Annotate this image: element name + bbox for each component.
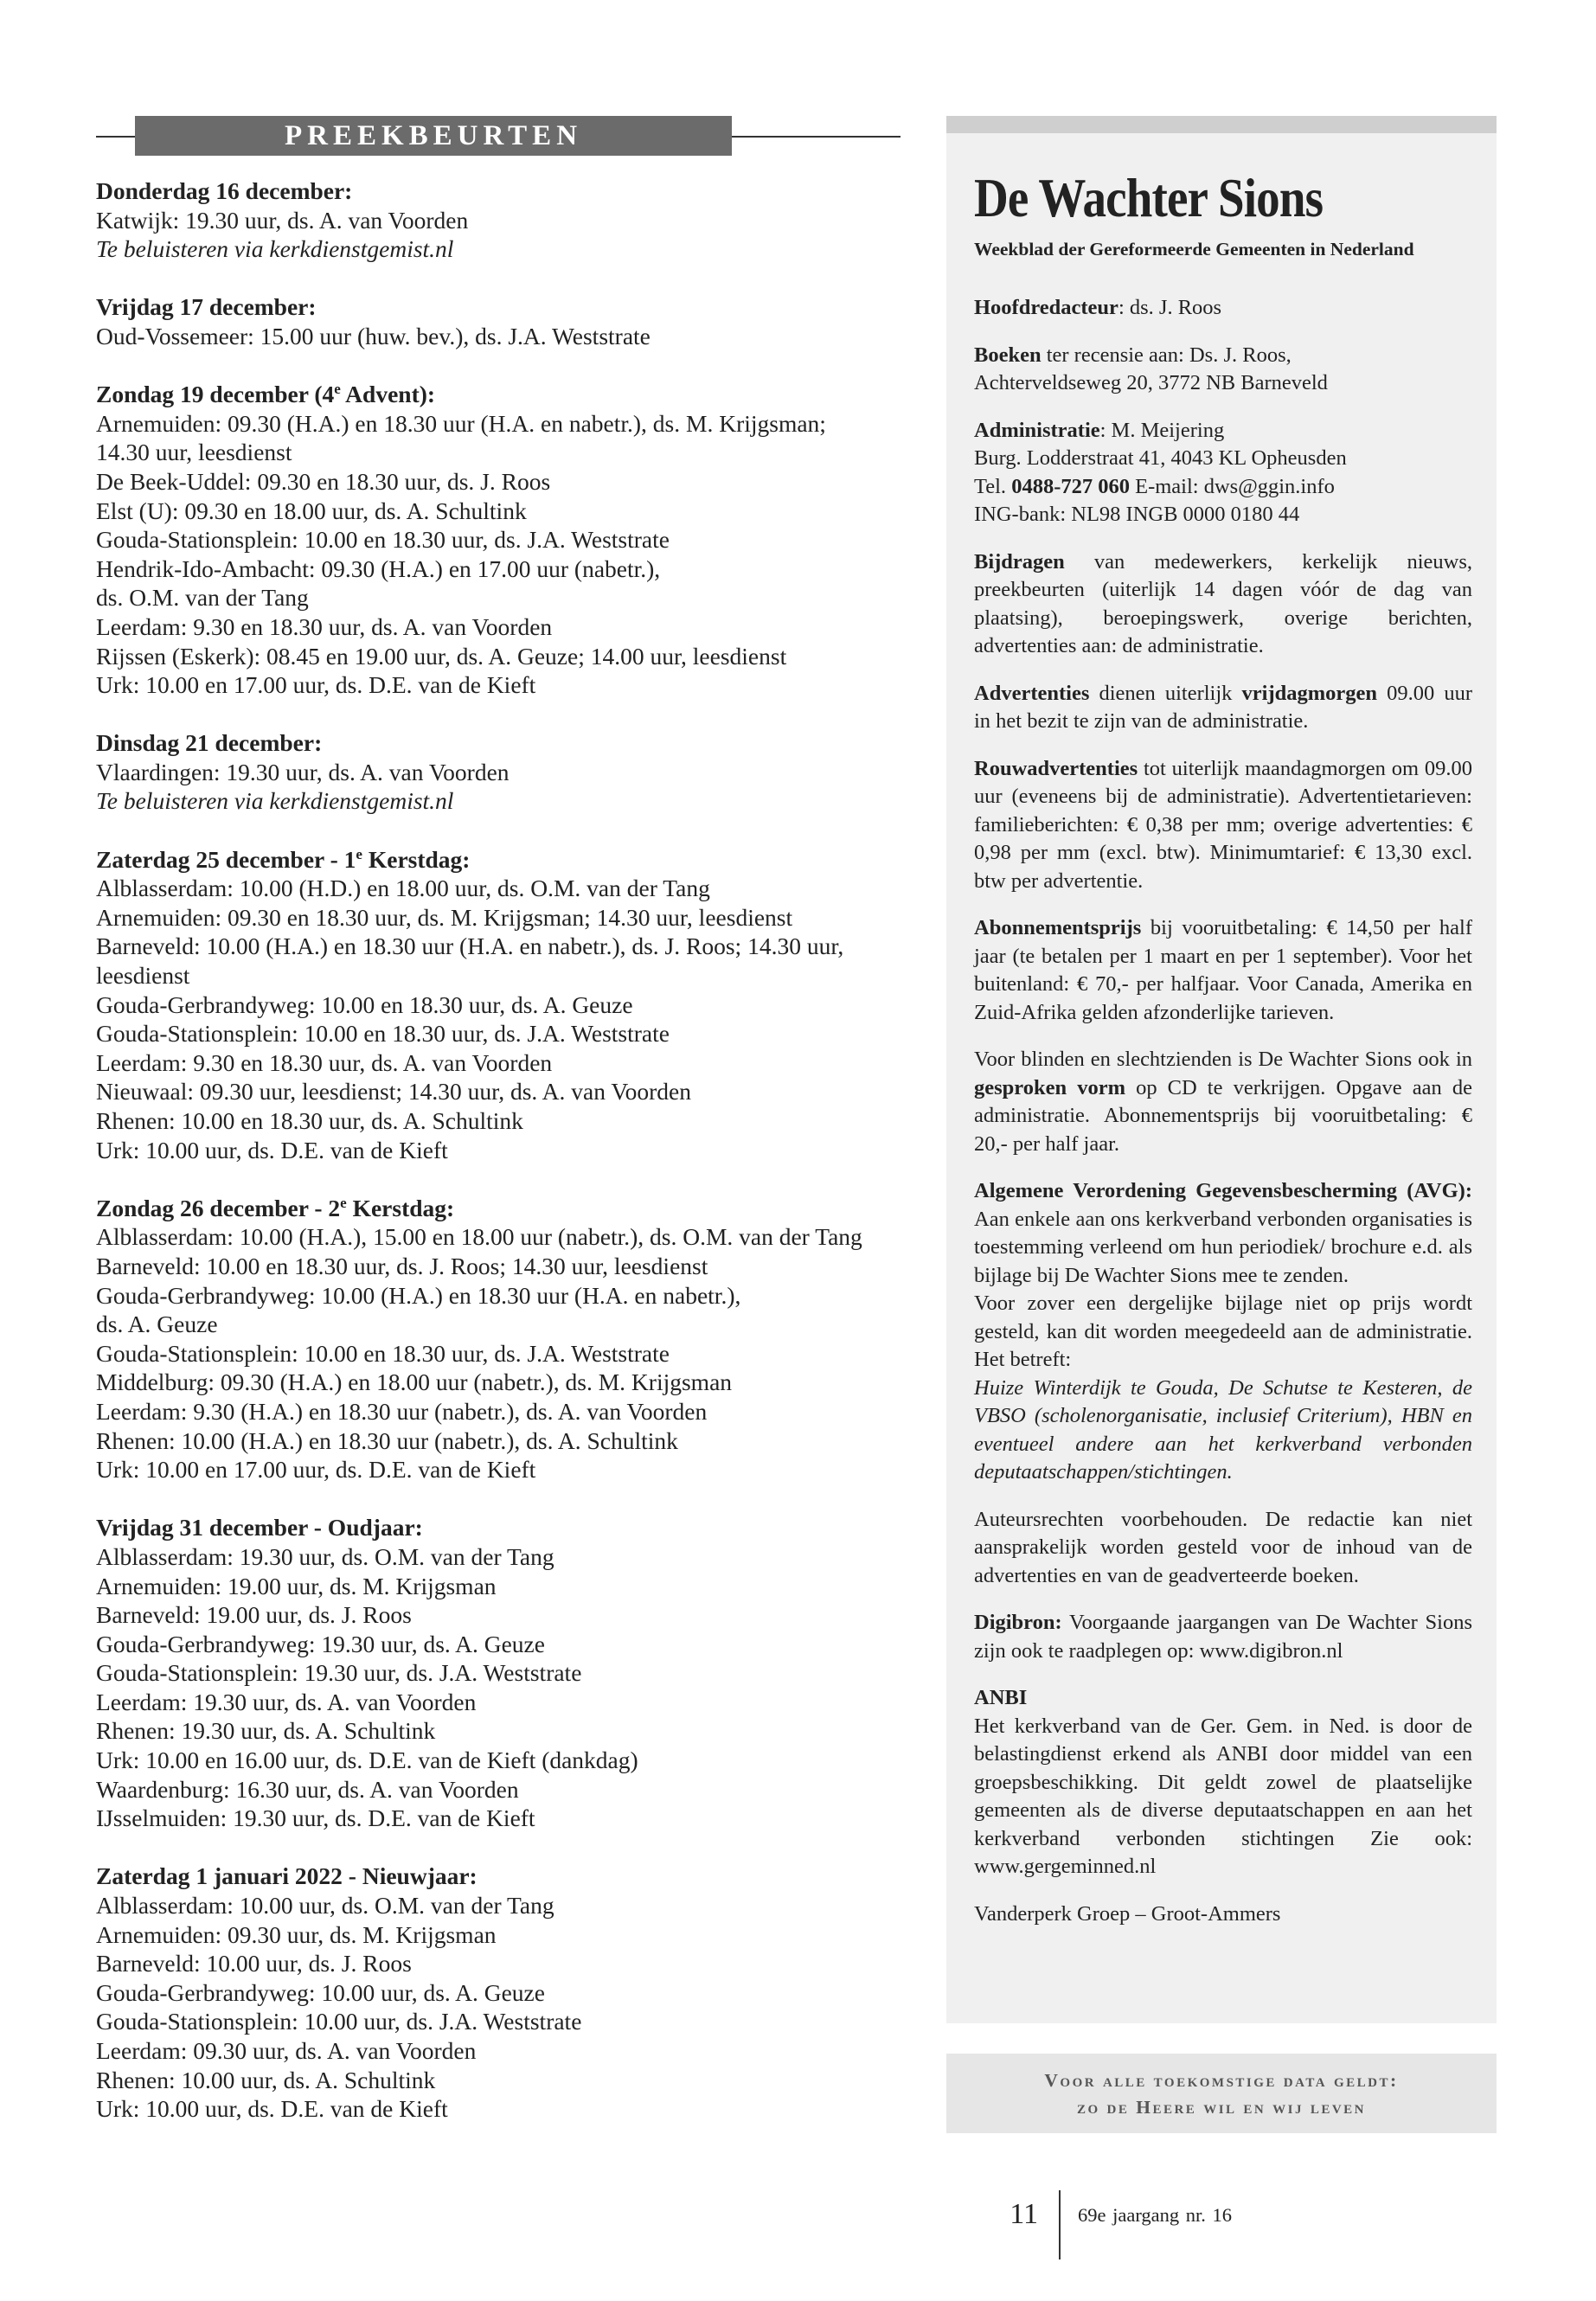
masthead-subtitle: Weekblad der Gereformeerde Gemeenten in Nederland: [974, 239, 1414, 260]
service-entry: Gouda-Gerbrandyweg: 10.00 uur, ds. A. Geuze: [96, 1978, 545, 2006]
service-entry: Alblasserdam: 10.00 (H.D.) en 18.00 uur, ds. O.M. van der Tang: [96, 875, 710, 902]
colophon-printer: Vanderperk Groep – Groot-Ammers: [974, 1901, 1281, 1926]
schedule-list: [96, 176, 901, 2124]
day-title: Zaterdag 1 januari 2022 - Nieuwjaar:: [96, 1862, 478, 1890]
service-entry: Alblasserdam: 10.00 uur, ds. O.M. van der Tang: [96, 1892, 554, 1920]
service-entry: Leerdam: 9.30 en 18.30 uur, ds. A. van Voorden: [96, 612, 553, 640]
colophon-advertenties: Advertenties dienen uiterlijk vrijdagmorgen 09.00 uur in het bezit te zijn van de administratie.: [974, 681, 1472, 733]
service-entry: De Beek-Uddel: 09.30 en 18.30 uur, ds. J. Roos: [96, 467, 551, 495]
footer-divider: [1059, 2190, 1061, 2259]
service-entry: Oud-Vossemeer: 15.00 uur (huw. bev.), ds. J.A. Weststrate: [96, 322, 651, 349]
colophon-digibron: Digibron: Voorgaande jaargangen van De Wachter Sions zijn ook te raadplegen op: www.digibron.nl: [974, 1611, 1472, 1663]
day-title: Zaterdag 25 december - 1e Kerstdag:: [96, 845, 471, 873]
service-entry: Alblasserdam: 19.30 uur, ds. O.M. van der Tang: [96, 1542, 554, 1570]
colophon-boeken: Boeken ter recensie aan: Ds. J. Roos, Achterveldseweg 20, 3772 NB Barneveld: [974, 343, 1328, 394]
service-entry: Arnemuiden: 09.30 en 18.30 uur, ds. M. Krijgsman; 14.30 uur, leesdienst: [96, 903, 793, 931]
colophon-auteursrechten: Auteursrechten voorbehouden. De redactie kan niet aansprakelijk worden gesteld voor de inhoud van de advertenties en van de geadverteerde boeken.: [974, 1507, 1472, 1587]
motto-line-2: zo de Heere wil en wij leven: [1076, 2097, 1367, 2118]
service-entry: Elst (U): 09.30 en 18.00 uur, ds. A. Schultink: [96, 497, 527, 524]
colophon-administratie: Administratie: M. Meijering Burg. Lodderstraat 41, 4043 KL Opheusden Tel. 0488-727 060 E-mail: dws@ggin.info ING-bank: NL98 INGB 0000 0180 44: [974, 418, 1347, 526]
preekbeurten-column: [96, 116, 901, 2152]
day-title: Zondag 19 december (4e Advent):: [96, 381, 436, 408]
masthead: De Wachter Sions: [974, 167, 1324, 228]
day-title: Zondag 26 december - 2e Kerstdag:: [96, 1194, 455, 1221]
colophon-avg: Algemene Verordening Gegevensbescherming (AVG): Aan enkele aan ons kerkverband verbonden organisaties is toestemming verleend om hun periodiek/ brochure e.d. als bijlage bij De Wachter Sions mee te zenden. Voor zover een dergelijke bijlage niet op prijs wordt gesteld, kan dit worden meegedeeld aan de administratie. Het betreft:: [974, 1179, 1472, 1371]
service-entry: IJsselmuiden: 19.30 uur, ds. D.E. van de Kieft: [96, 1804, 535, 1832]
colophon-hoofdredacteur: Hoofdredacteur: ds. J. Roos: [974, 296, 1222, 319]
service-entry: Barneveld: 19.00 uur, ds. J. Roos: [96, 1601, 412, 1629]
header-rule-right: [732, 136, 901, 138]
page-number: 11: [1010, 2198, 1038, 2230]
colophon-anbi: ANBI Het kerkverband van de Ger. Gem. in Ned. is door de belastingdienst erkend als ANBI door middel van een groepsbeschikking. Dit geldt zowel de plaatselijke gemeenten als de diverse deputaatschappen en aan het kerkverband verbonden stichtingen Zie ook: www.gergeminned.nl: [974, 1686, 1472, 1878]
service-entry: Arnemuiden: 09.30 uur, ds. M. Krijgsman: [96, 1920, 497, 1948]
service-entry: Barneveld: 10.00 (H.A.) en 18.30 uur (H.A. en nabetr.), ds. J. Roos; 14.30 uur,: [96, 933, 844, 960]
service-entry: Arnemuiden: 19.00 uur, ds. M. Krijgsman: [96, 1572, 497, 1599]
day-title: Vrijdag 31 december - Oudjaar:: [96, 1514, 423, 1541]
service-entry: Leerdam: 09.30 uur, ds. A. van Voorden: [96, 2037, 477, 2064]
service-entry: Rhenen: 10.00 uur, ds. A. Schultink: [96, 2066, 436, 2093]
service-entry: Vlaardingen: 19.30 uur, ds. A. van Voorden: [96, 758, 510, 785]
motto-line-1: Voor alle toekomstige data geldt:: [1044, 2070, 1399, 2091]
service-entry: Alblasserdam: 10.00 (H.A.), 15.00 en 18.00 uur (nabetr.), ds. O.M. van der Tang: [96, 1223, 862, 1251]
service-entry: Rhenen: 10.00 en 18.30 uur, ds. A. Schultink: [96, 1107, 523, 1134]
day-title: Vrijdag 17 december:: [96, 293, 317, 321]
service-entry: Gouda-Gerbrandyweg: 10.00 (H.A.) en 18.30 uur (H.A. en nabetr.),: [96, 1281, 741, 1309]
colophon-abonnementsprijs: Abonnementsprijs bij vooruitbetaling: € 14,50 per half jaar (te betalen per 1 maart en per 1 september). Voor het buitenland: € 70,- per halfjaar. Voor Canada, Amerika en Zuid-Afrika gelden afzonderlijke tarieven.: [974, 916, 1472, 1024]
schedule-day: [96, 176, 901, 264]
service-entry: Arnemuiden: 09.30 (H.A.) en 18.30 uur (H.A. en nabetr.), ds. M. Krijgsman;: [96, 409, 826, 437]
schedule-day: [96, 845, 901, 1165]
motto-box: [946, 2054, 1497, 2133]
service-entry: ds. O.M. van der Tang: [96, 584, 309, 612]
service-entry: Middelburg: 09.30 (H.A.) en 18.00 uur (nabetr.), ds. M. Krijgsman: [96, 1368, 733, 1396]
service-entry: Gouda-Stationsplein: 19.30 uur, ds. J.A. Weststrate: [96, 1659, 582, 1687]
stream-note: Te beluisteren via kerkdienstgemist.nl: [96, 235, 454, 263]
schedule-day: [96, 292, 901, 350]
colophon-text: [974, 294, 1472, 1928]
colophon-blinden: Voor blinden en slechtzienden is De Wachter Sions ook in gesproken vorm op CD te verkrijgen. Opgave aan de administratie. Abonnementsprijs bij vooruitbetaling: € 20,- per half jaar.: [974, 1048, 1473, 1156]
service-entry: Hendrik-Ido-Ambacht: 09.30 (H.A.) en 17.00 uur (nabetr.),: [96, 554, 661, 582]
schedule-day: [96, 728, 901, 816]
colophon-bijdragen: Bijdragen van medewerkers, kerkelijk nieuws, preekbeurten (uiterlijk 14 dagen vóór de dag van plaatsing), beroepingswerk, overige berichten, advertenties aan: de administratie.: [974, 549, 1472, 657]
service-entry: 14.30 uur, leesdienst: [96, 439, 292, 466]
schedule-day: [96, 1194, 901, 1484]
service-entry: Urk: 10.00 en 16.00 uur, ds. D.E. van de Kieft (dankdag): [96, 1747, 638, 1774]
section-title: PREEKBEURTEN: [135, 116, 732, 156]
colophon-avg-italic: Huize Winterdijk te Gouda, De Schutse te Kesteren, de VBSO (scholenorganisatie, inclusief Criterium), HBN en eventueel andere aan het kerkverband verbonden deputaatschappen/stichtingen.: [974, 1375, 1472, 1484]
service-entry: Urk: 10.00 en 17.00 uur, ds. D.E. van de Kieft: [96, 671, 536, 699]
stream-note: Te beluisteren via kerkdienstgemist.nl: [96, 787, 454, 815]
service-entry: Gouda-Gerbrandyweg: 19.30 uur, ds. A. Geuze: [96, 1630, 545, 1657]
service-entry: Gouda-Gerbrandyweg: 10.00 en 18.30 uur, ds. A. Geuze: [96, 990, 633, 1018]
service-entry: Gouda-Stationsplein: 10.00 en 18.30 uur, ds. J.A. Weststrate: [96, 526, 670, 554]
service-entry: Urk: 10.00 en 17.00 uur, ds. D.E. van de Kieft: [96, 1456, 536, 1484]
service-entry: Leerdam: 9.30 (H.A.) en 18.30 uur (nabetr.), ds. A. van Voorden: [96, 1397, 708, 1425]
issue-info: 69e jaargang nr. 16: [1078, 2204, 1233, 2226]
section-header: [96, 116, 901, 156]
service-entry: Gouda-Stationsplein: 10.00 en 18.30 uur, ds. J.A. Weststrate: [96, 1020, 670, 1048]
service-entry: Urk: 10.00 uur, ds. D.E. van de Kieft: [96, 1136, 448, 1163]
colophon-rouwadvertenties: Rouwadvertenties tot uiterlijk maandagmorgen om 09.00 uur (eveneens bij de administratie). Advertentietarieven: familieberichten: € 0,38 per mm; overige advertenties: € 0,98 per mm (excl. btw). Minimumtarief: € 13,30 excl. btw per advertentie.: [974, 756, 1472, 893]
service-entry: Barneveld: 10.00 en 18.30 uur, ds. J. Roos; 14.30 uur, leesdienst: [96, 1252, 708, 1279]
service-entry: ds. A. Geuze: [96, 1311, 218, 1338]
service-entry: Nieuwaal: 09.30 uur, leesdienst; 14.30 uur, ds. A. van Voorden: [96, 1078, 692, 1106]
day-title: Dinsdag 21 december:: [96, 729, 323, 757]
service-entry: Rhenen: 19.30 uur, ds. A. Schultink: [96, 1717, 436, 1745]
schedule-day: [96, 1513, 901, 1833]
service-entry: Barneveld: 10.00 uur, ds. J. Roos: [96, 1950, 412, 1977]
service-entry: Leerdam: 9.30 en 18.30 uur, ds. A. van Voorden: [96, 1048, 553, 1076]
service-entry: Gouda-Stationsplein: 10.00 uur, ds. J.A. Weststrate: [96, 2008, 582, 2035]
service-entry: Waardenburg: 16.30 uur, ds. A. van Voorden: [96, 1775, 519, 1803]
service-entry: leesdienst: [96, 962, 190, 990]
service-entry: Leerdam: 19.30 uur, ds. A. van Voorden: [96, 1688, 477, 1715]
service-entry: Rhenen: 10.00 (H.A.) en 18.30 uur (nabetr.), ds. A. Schultink: [96, 1426, 678, 1454]
service-entry: Rijssen (Eskerk): 08.45 en 19.00 uur, ds. A. Geuze; 14.00 uur, leesdienst: [96, 642, 787, 670]
colophon-box: [946, 116, 1497, 2023]
header-rule-left: [96, 136, 135, 138]
service-entry: Urk: 10.00 uur, ds. D.E. van de Kieft: [96, 2095, 448, 2123]
schedule-day: [96, 380, 901, 700]
schedule-day: [96, 1862, 901, 2123]
service-entry: Katwijk: 19.30 uur, ds. A. van Voorden: [96, 206, 469, 234]
day-title: Donderdag 16 december:: [96, 177, 353, 204]
service-entry: Gouda-Stationsplein: 10.00 en 18.30 uur, ds. J.A. Weststrate: [96, 1339, 670, 1367]
